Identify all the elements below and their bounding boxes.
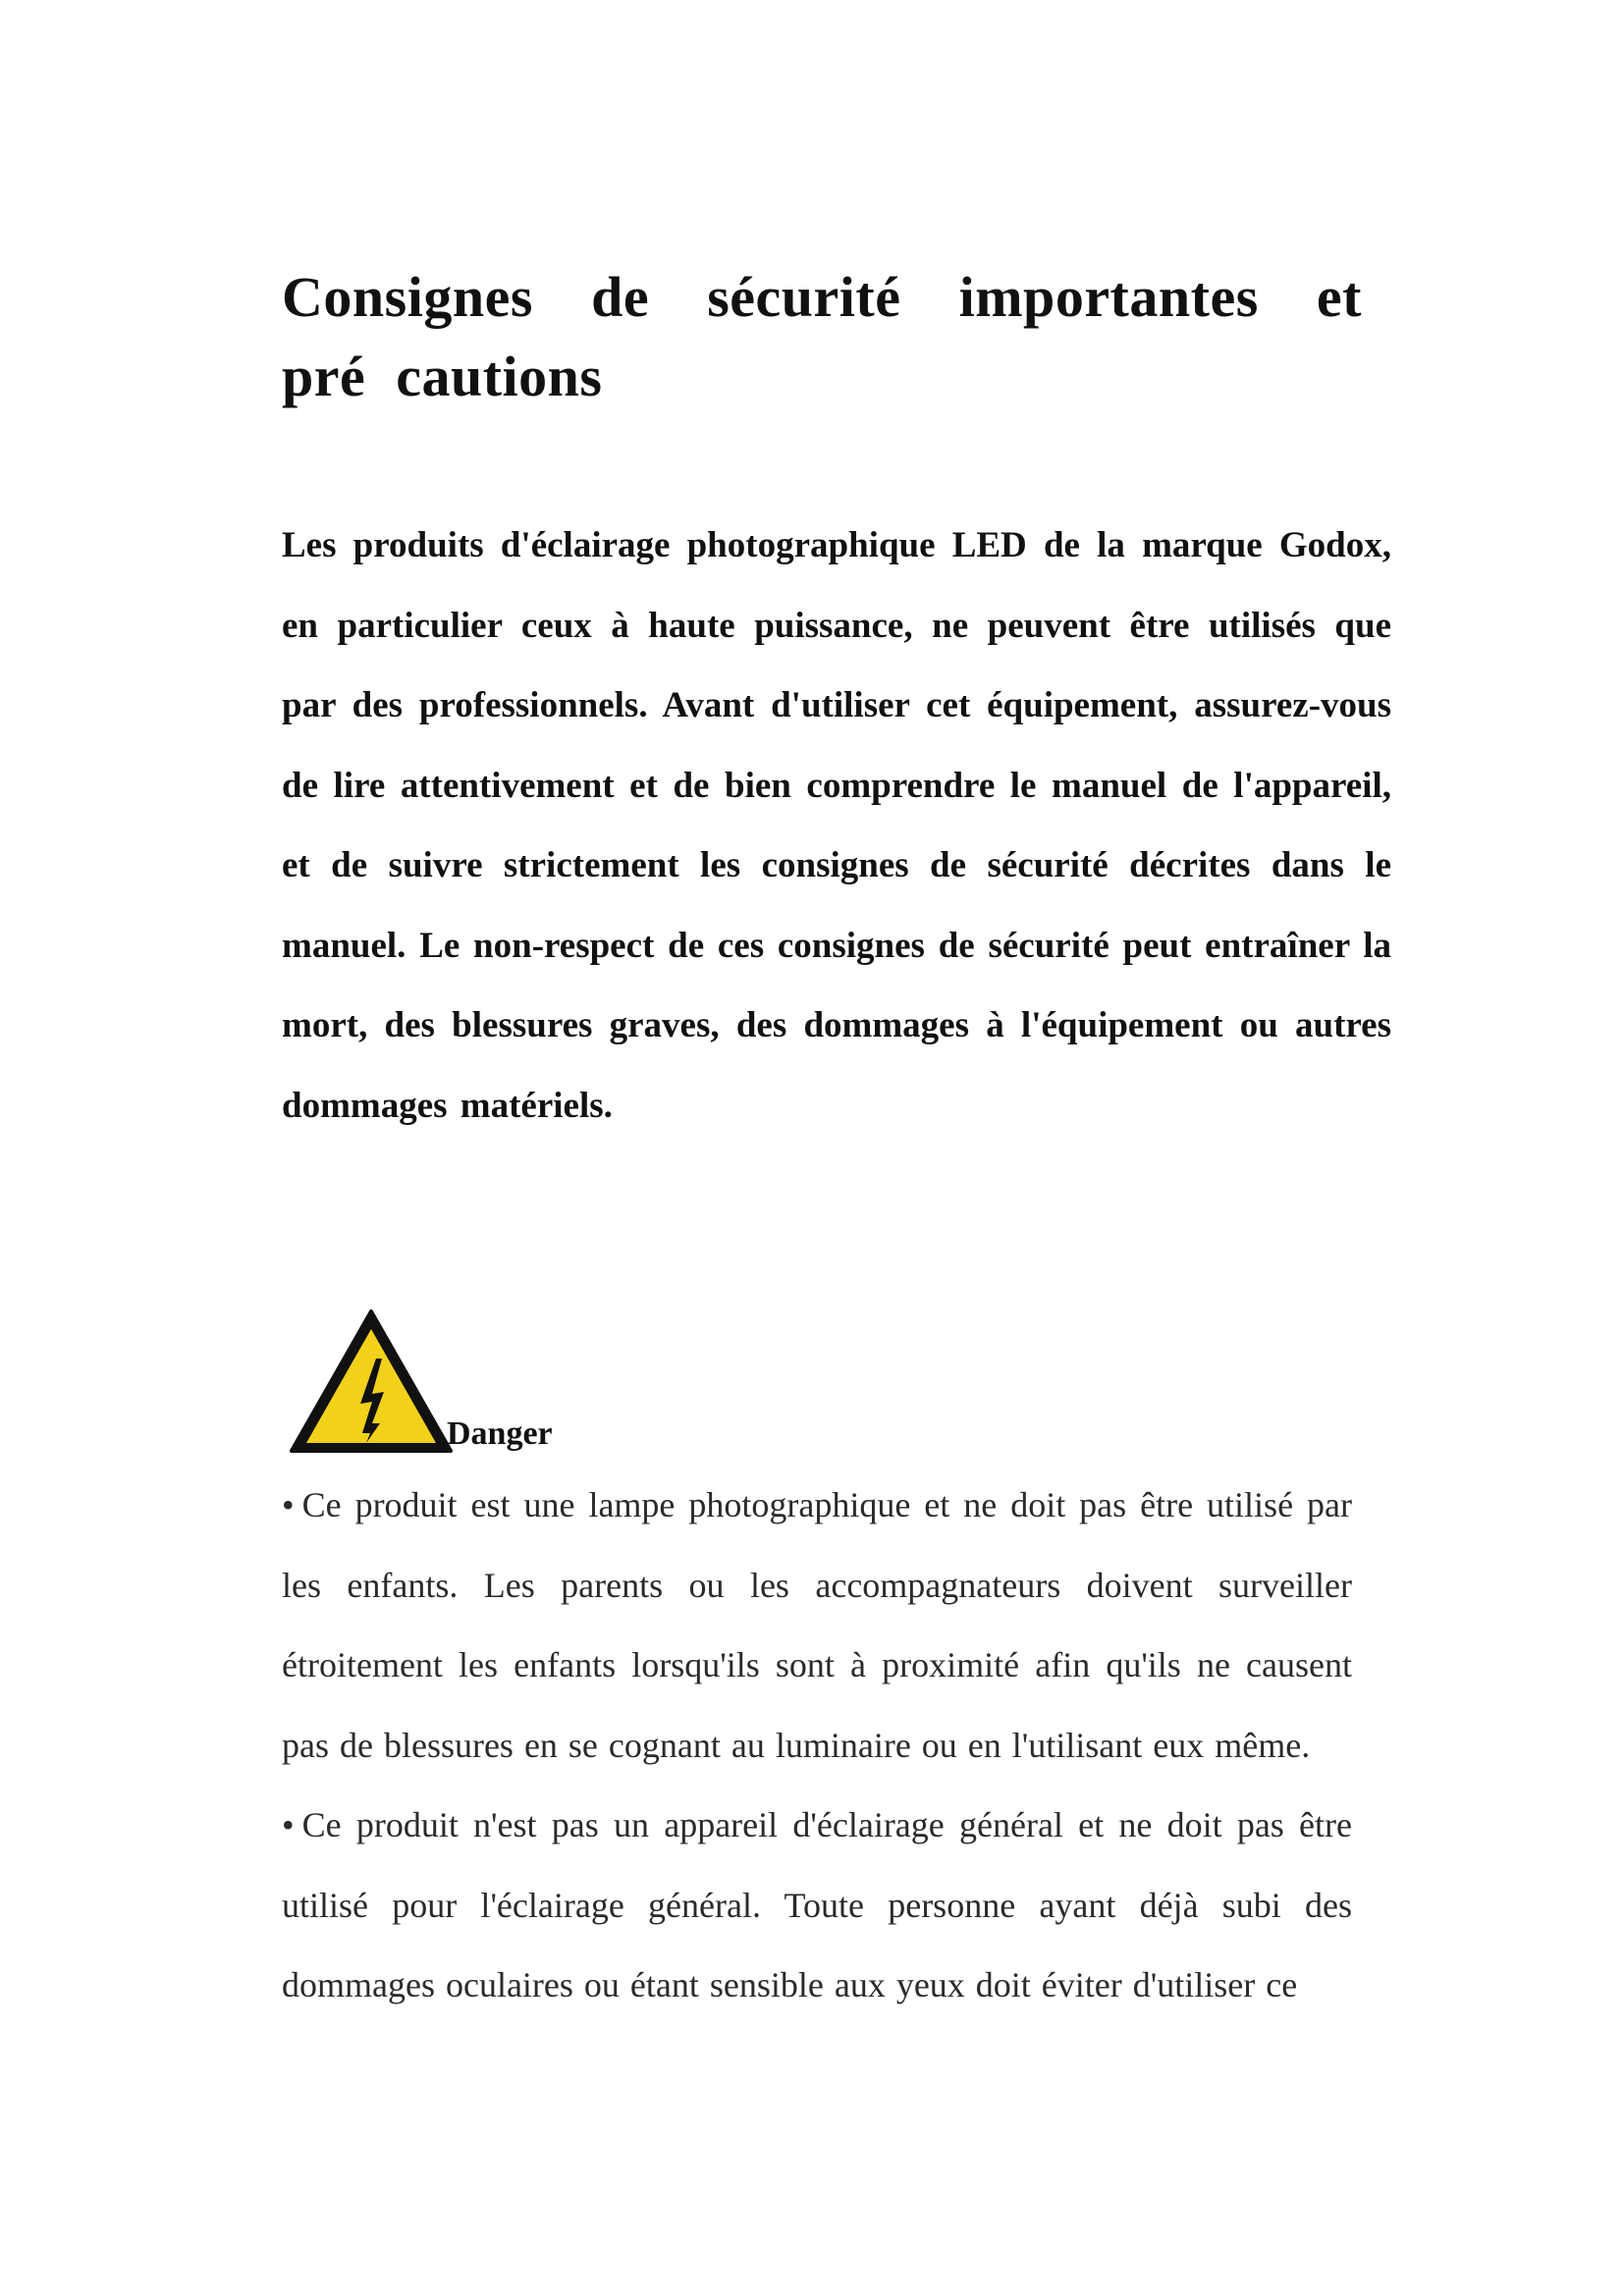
bullet-marker: • — [282, 1805, 295, 1844]
list-item-text: Ce produit n'est pas un appareil d'éclairage général et ne doit pas être utilisé pour l'éclairage général. Toute personne ayant déjà subi des dommages oculaires ou étant sensible aux yeux doit éviter d'utiliser ce — [282, 1805, 1352, 2004]
high-voltage-warning-icon — [288, 1308, 455, 1455]
list-item — [282, 1466, 1352, 1786]
danger-heading — [288, 1306, 553, 1455]
danger-bullet-list — [282, 1466, 1352, 2026]
intro-paragraph: Les produits d'éclairage photographique LED de la marque Godox, en particulier ceux à haute puissance, ne peuvent être utilisés que par des professionnels. Avant d'utiliser cet équipement, assurez-vous de lire attentivement et de bien comprendre le manuel de l'appareil, et de suivre strictement les consignes de sécurité décrites dans le manuel. Le non-respect de ces consignes de sécurité peut entraîner la mort, des blessures graves, des dommages à l'équipement ou autres dommages matériels. — [282, 525, 1391, 1126]
bullet-marker: • — [282, 1485, 295, 1524]
page-title: Consignes de sécurité importantes et pré cautions — [282, 265, 1362, 408]
list-item — [282, 1786, 1352, 2026]
list-item-text: Ce produit est une lampe photographique et ne doit pas être utilisé par les enfants. Les parents ou les accompagnateurs doivent surveiller étroitement les enfants lorsqu'ils sont à proximité afin qu'ils ne causent pas de blessures en se cognant au luminaire ou en l'utilisant eux même. — [282, 1485, 1352, 1765]
danger-label: Danger — [447, 1415, 553, 1452]
